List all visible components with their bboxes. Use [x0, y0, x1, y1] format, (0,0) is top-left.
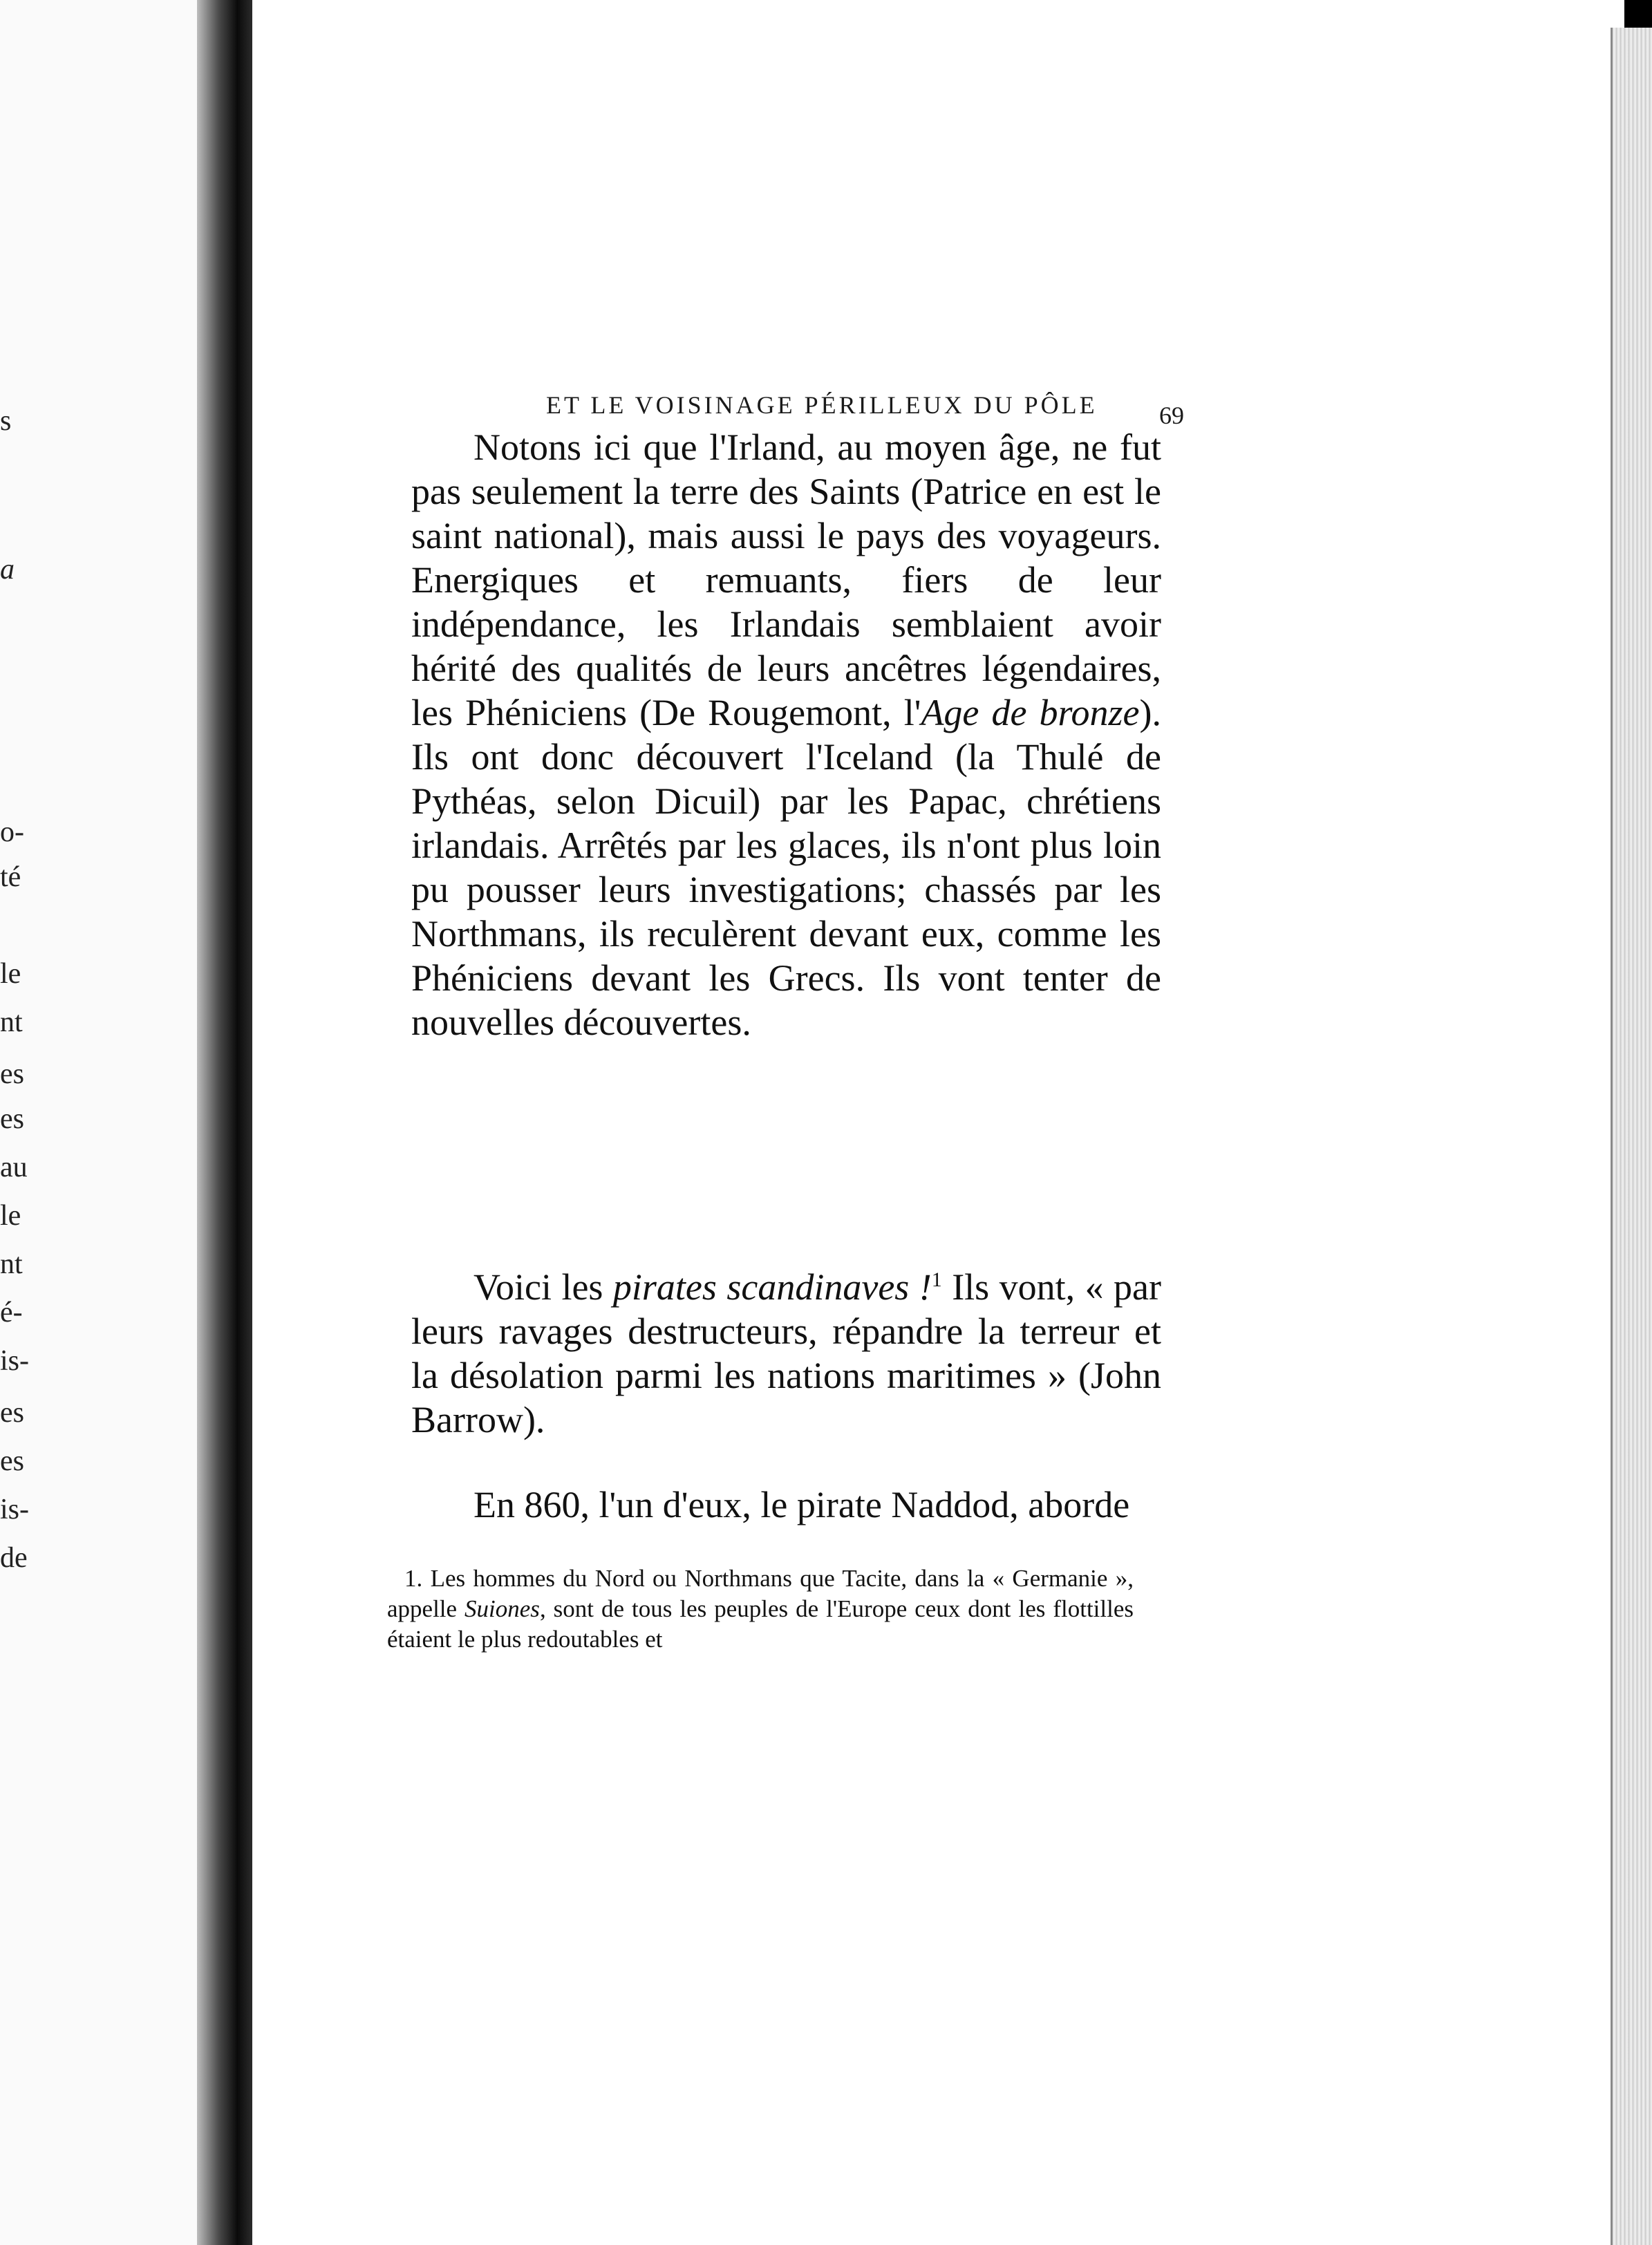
paragraph-3 — [411, 1483, 1161, 1527]
paragraph-1-text-a: Notons ici que l'Irland, au moyen âge, ne fut pas seulement la terre des Saints (Patrice en est le saint national), mais aussi le pays des voyageurs. Energiques et remuants, fiers de leur indépendance, les Irlandais semblaient avoir hérité des qualités de leurs ancêtres légendaires, les Phéniciens (De Rougemont, l' — [411, 426, 1161, 733]
footnote-italic: Suiones — [464, 1595, 540, 1622]
left-page-fragment: é- — [0, 1297, 23, 1328]
paragraph-2-text-b: Ils vont, « par leurs ravages destructeurs, répandre la terreur et la désolation parmi les nations maritimes » (John Barrow). — [411, 1266, 1161, 1440]
footnote-text-a: 1. Les hommes du Nord ou Northmans que Tacite, dans la « Germanie », appelle — [387, 1565, 1134, 1622]
left-facing-page — [0, 0, 200, 2245]
paragraph-3-text: En 860, l'un d'eux, le pirate Naddod, aborde — [473, 1484, 1130, 1525]
paragraph-2 — [411, 1258, 1161, 1442]
left-page-fragment: es — [0, 1058, 24, 1090]
left-page-fragment: es — [0, 1445, 24, 1477]
paragraph-2-italic: pirates scandinaves ! — [612, 1266, 932, 1308]
left-page-fragment: es — [0, 1103, 24, 1135]
paragraph-1 — [411, 425, 1161, 1044]
paragraph-1-italic: Age de bronze — [921, 692, 1140, 733]
main-page — [252, 0, 1624, 2245]
left-page-fragment: le — [0, 1200, 21, 1232]
left-page-fragment: de — [0, 1542, 28, 1574]
left-page-fragment: le — [0, 958, 21, 990]
paragraph-2-text-a: Voici les — [473, 1266, 613, 1308]
left-page-fragment: a — [0, 554, 15, 585]
left-page-fragment: es — [0, 1397, 24, 1429]
page-edges — [1611, 28, 1652, 2245]
footnote — [387, 1563, 1134, 1655]
footnote-reference: 1 — [931, 1268, 942, 1291]
left-page-fragment: té — [0, 861, 21, 893]
book-gutter — [197, 0, 259, 2245]
paragraph-1-text-b: ). Ils ont donc découvert l'Iceland (la Thulé de Pythéas, selon Dicuil) par les Papac, chrétiens irlandais. Arrêtés par les glaces, ils n'ont plus loin pu pousser leurs investigations; chassés par les Northmans, ils reculèrent devant eux, comme les Phéniciens devant les Grecs. Ils vont tenter de nouvelles découvertes. — [411, 692, 1161, 1043]
left-page-fragment: nt — [0, 1248, 23, 1280]
left-page-fragment: au — [0, 1152, 28, 1183]
left-page-fragment: is- — [0, 1494, 29, 1525]
left-page-fragment: s — [0, 405, 12, 437]
page-number: 69 — [1159, 402, 1184, 429]
running-head: ET LE VOISINAGE PÉRILLEUX DU PÔLE — [546, 391, 1098, 419]
footnote-text-b: , sont de tous les peuples de l'Europe ceux dont les flottilles étaient le plus redoutables et — [387, 1595, 1134, 1653]
left-page-fragment: nt — [0, 1006, 23, 1038]
left-page-fragment: is- — [0, 1345, 29, 1377]
left-page-fragment: o- — [0, 816, 24, 848]
